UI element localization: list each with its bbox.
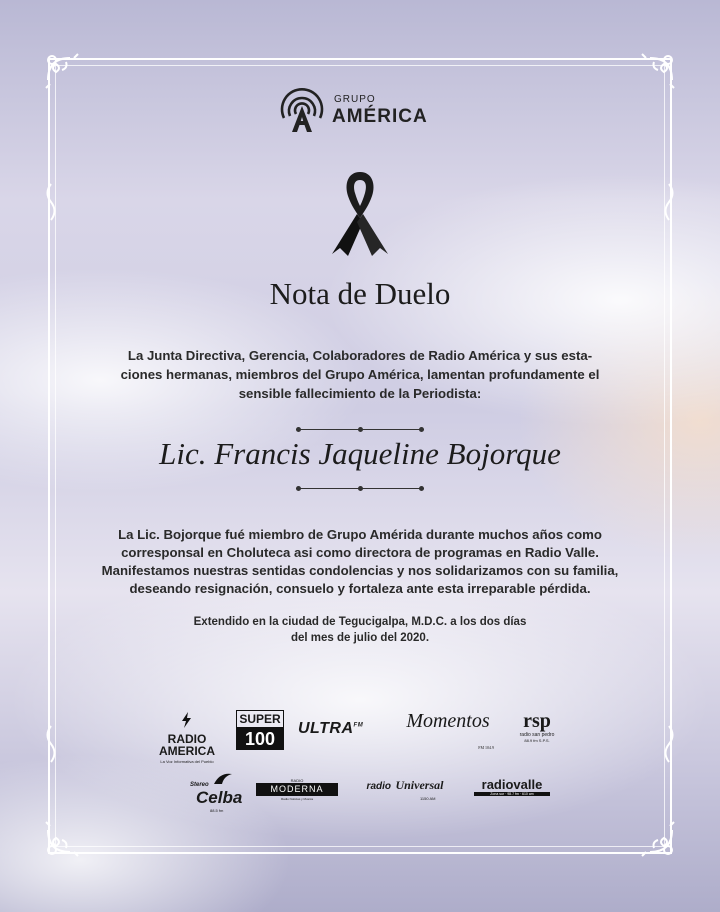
mourning-ribbon-icon [326, 166, 394, 258]
palm-leaf-icon [212, 772, 234, 786]
logo-small-text: GRUPO [334, 93, 376, 105]
radio-america-logo [156, 712, 218, 764]
side-ornament-icon [42, 182, 60, 222]
radiovalle-name: radiovalle [481, 777, 543, 792]
radio-moderna-logo [256, 778, 338, 802]
radio-valle-logo [474, 778, 550, 796]
rsp-mark: rsp [523, 710, 551, 732]
rsp-line2: 88.9 fm S.P.S. [524, 738, 550, 743]
deceased-name: Lic. Francis Jaqueline Bojorque [159, 436, 561, 471]
rsp-line1: radio san pedro [519, 732, 555, 738]
ultra-suffix: FM [353, 722, 364, 729]
corner-ornament-icon [634, 816, 678, 860]
divider-top [296, 426, 424, 434]
side-ornament-icon [660, 724, 678, 764]
celba-top: Stereo [190, 782, 209, 788]
grupo-america-logo [276, 84, 428, 136]
side-ornament-icon [42, 724, 60, 764]
universal-freq: 1150 AM [420, 796, 436, 801]
celba-name: Celba [196, 788, 243, 807]
corner-ornament-icon [42, 50, 86, 94]
momentos-freq: FM 104.9 [478, 745, 494, 750]
celba-freq: 88.5 fm [210, 808, 224, 813]
universal-name: Universal [395, 778, 444, 792]
universal-prefix: radio [366, 781, 391, 792]
lightning-bolt-icon [179, 712, 195, 728]
ultra-fm-logo [298, 720, 363, 738]
extended-line-1: Extendido en la ciudad de Tegucigalpa, M.D.C. a los dos días [193, 616, 527, 628]
ultra-name: ULTRA [298, 720, 354, 737]
corner-ornament-icon [42, 816, 86, 860]
super100-logo [236, 710, 284, 750]
momentos-logo [398, 710, 498, 750]
momentos-name: Momentos [406, 710, 490, 732]
radio-san-pedro-logo [512, 710, 562, 750]
radio-waves-a-icon [276, 84, 328, 136]
intro-paragraph: La Junta Directiva, Gerencia, Colaboradores de Radio América y sus esta- ciones hermanas, miembros del Grupo América, lamentan profundamente el sensible fallecimiento de la Periodista: [120, 348, 600, 401]
moderna-name: MODERNA [256, 783, 338, 796]
radio-america-name: RADIO AMERICA [159, 732, 215, 758]
radio-america-tagline: La Voz Informativa del Pueblo [160, 759, 214, 764]
stereo-celba-logo [188, 772, 243, 816]
moderna-top: RADIO [290, 778, 304, 783]
logo-big-text: AMÉRICA [332, 105, 428, 127]
divider-bottom [296, 485, 424, 493]
page-title: Nota de Duelo [269, 276, 451, 311]
radio-universal-logo [354, 776, 456, 802]
super100-bottom: 100 [237, 728, 283, 750]
body-paragraph: La Lic. Bojorque fué miembro de Grupo Amérida durante muchos años como corresponsal en Choluteca asi como directora de programas en Radio Valle. Manifestamos nuestras sentidas condolencias y nos solidarizamos con su familia, deseando resignación, consuelo y fortaleza ante esta irreparable pérdida. [101, 527, 619, 596]
extended-note [150, 614, 570, 646]
radiovalle-freq: Zona sur · 98.7 fm · 610 am [474, 792, 550, 796]
corner-ornament-icon [634, 50, 678, 94]
moderna-bottom: Radio Noticias y Musica [280, 797, 313, 801]
super100-top: SUPER [237, 711, 283, 728]
extended-line-2: del mes de julio del 2020. [290, 632, 430, 644]
side-ornament-icon [660, 182, 678, 222]
